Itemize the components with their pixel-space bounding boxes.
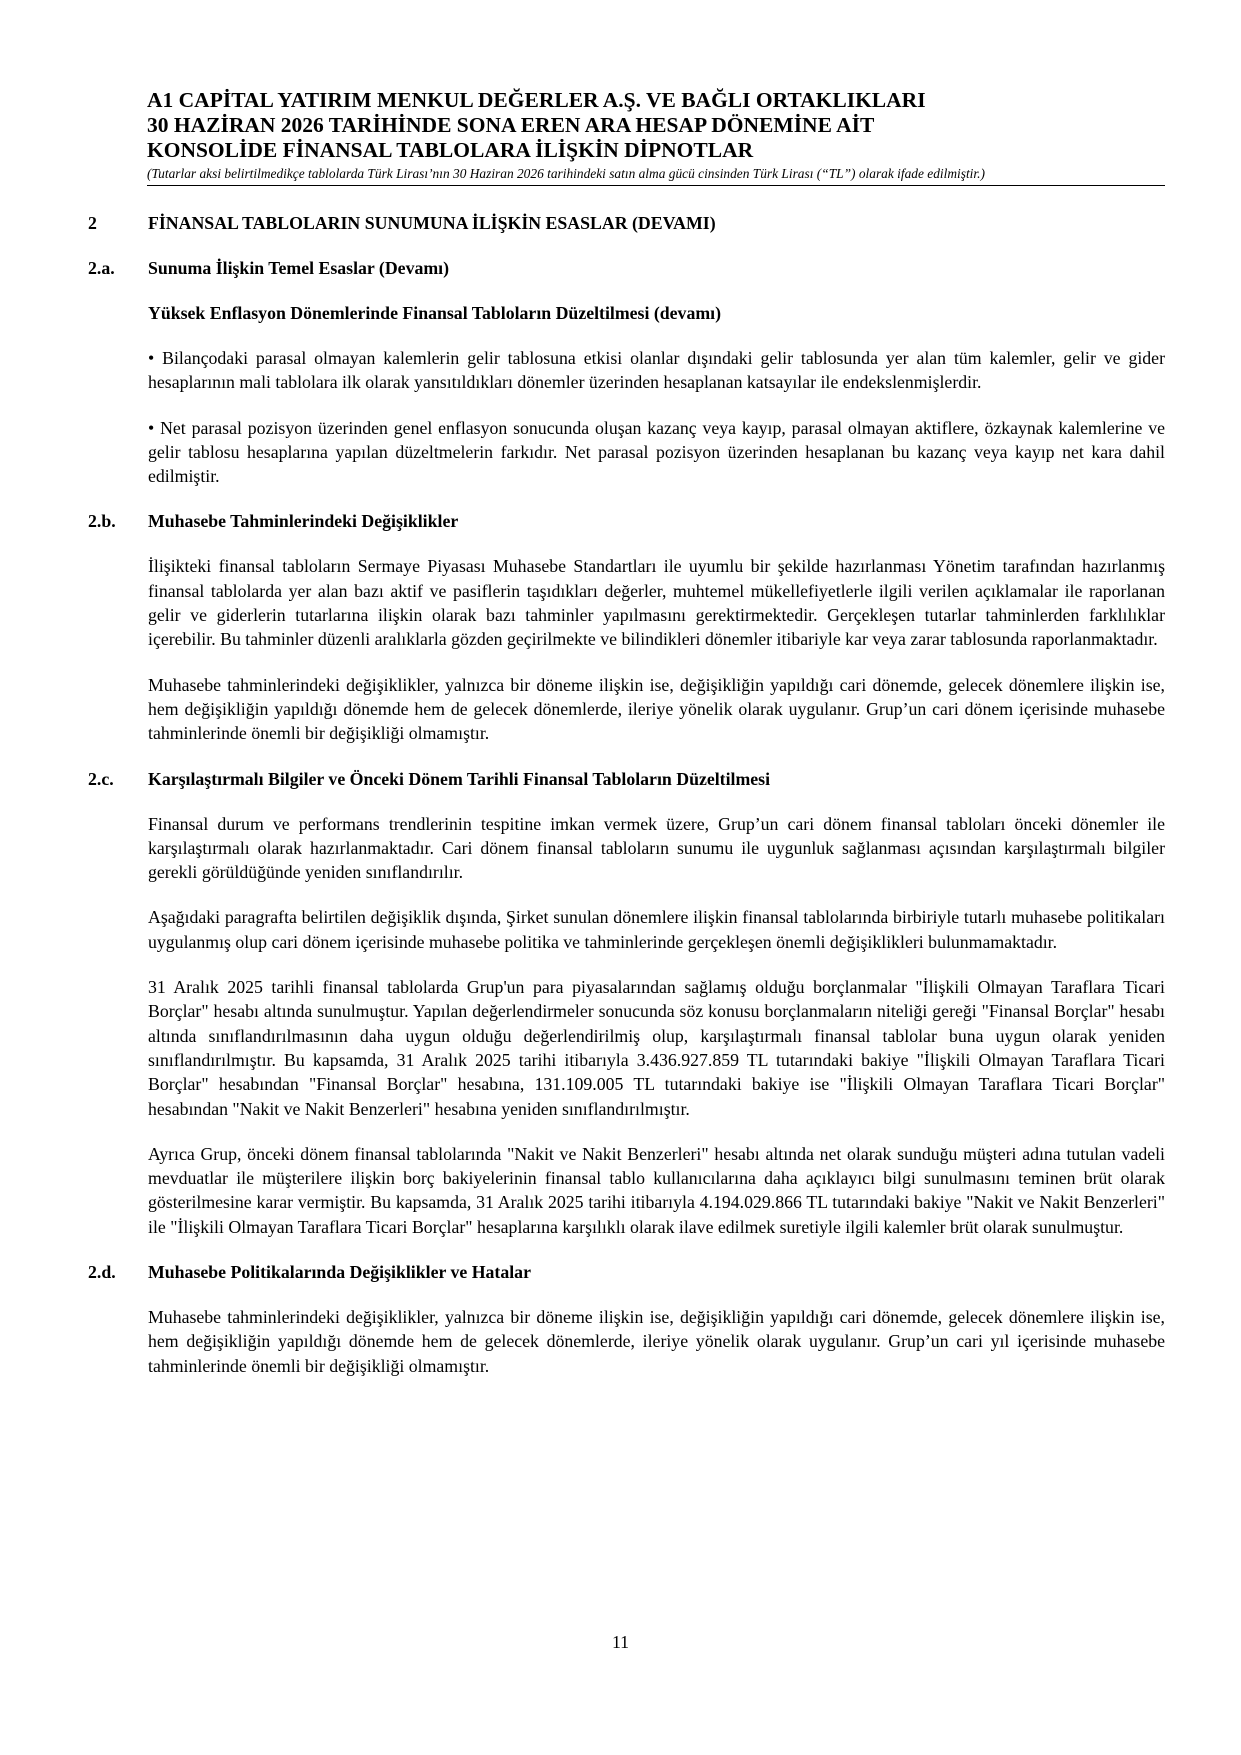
subsection-b-paragraph-2: Muhasebe tahminlerindeki değişiklikler, yalnızca bir döneme ilişkin ise, değişikliğin yapıldığı cari dönemde, gelecek dönemlere ilişkin ise, hem değişikliğin yapıldığı dönemde hem de gelecek dönemlerde, ileriye yönelik olarak uygulanır. Grup’un cari dönem içerisinde muhasebe tahminlerinde önemli bir değişikliği olmamıştır. bbox=[148, 674, 1165, 744]
page-header bbox=[147, 88, 1165, 186]
subsection-c-paragraph-4: Ayrıca Grup, önceki dönem finansal tablolarında "Nakit ve Nakit Benzerleri" hesabı altında net olarak sunduğu müşteri adına tutulan vadeli mevduatlar ile müşterilere ilişkin borç bakiyelerinin finansal tablo kullanıcılarına daha açıklayıcı bilgi sunulmasını teminen brüt olarak gösterilmesine karar vermiştir. Bu kapsamda, 31 Aralık 2025 tarihi itibarıyla 4.194.029.866 TL tutarındaki bakiye "Nakit ve Nakit Benzerleri" ile "İlişkili Olmayan Taraflara Ticari Borçlar" hesaplarına karşılıklı olarak ilave edilmek suretiyle ilgili kalemler brüt olarak sunulmuştur. bbox=[148, 1143, 1165, 1237]
subsection-c-title: Karşılaştırmalı Bilgiler ve Önceki Dönem Tarihli Finansal Tabloların Düzeltilmesi bbox=[148, 768, 771, 789]
header-document-title: KONSOLİDE FİNANSAL TABLOLARA İLİŞKİN DİPNOTLAR bbox=[147, 138, 754, 162]
subsection-c-paragraph-3: 31 Aralık 2025 tarihli finansal tablolarda Grup'un para piyasalarından sağlamış olduğu borçlanmalar "İlişkili Olmayan Taraflara Ticari Borçlar" hesabı altında sunulmuştur. Yapılan değerlendirmeler sonucunda söz konusu borçlanmaların niteliği gereği "Finansal Borçlar" hesabı altında sınıflandırılmasının daha uygun olduğu değerlendirilmiş olup, karşılaştırmalı finansal tablolar buna uygun olarak yeniden sınıflandırılmıştır. Bu kapsamda, 31 Aralık 2025 tarihi itibarıyla 3.436.927.859 TL tutarındaki bakiye "İlişkili Olmayan Taraflara Ticari Borçlar" hesabından "Finansal Borçlar" hesabına, 131.109.005 TL tutarındaki bakiye ise "İlişkili Olmayan Taraflara Ticari Borçlar" hesabından "Nakit ve Nakit Benzerleri" hesabına yeniden sınıflandırılmıştır. bbox=[148, 977, 1165, 1119]
subsection-b-paragraph-1: İlişikteki finansal tabloların Sermaye Piyasası Muhasebe Standartları ile uyumlu bir şekilde hazırlanması Yönetim tarafından hazırlanmış finansal tablolarda yer alan bazı aktif ve pasiflerin taşıdıkları değerler, muhtemel mükellefiyetlerle ilgili verilen açıklamalar ile raporlanan gelir ve giderlerin tutarlarına ilişkin olarak bazı tahminler yapılmasını gerektirmektedir. Gerçekleşen tutarlar tahminlerden farklılıklar içerebilir. Bu tahminler düzenli aralıklarla gözden geçirilmekte ve bilindikleri dönemler itibariyle kar veya zarar tablosunda raporlanmaktadır. bbox=[148, 556, 1165, 650]
subsection-c-number: 2.c. bbox=[88, 768, 114, 789]
subsection-a-number: 2.a. bbox=[88, 258, 115, 278]
section-title: FİNANSAL TABLOLARIN SUNUMUNA İLİŞKİN ESASLAR (DEVAMI) bbox=[148, 213, 716, 233]
header-currency-note: (Tutarlar aksi belirtilmedikçe tablolarda Türk Lirası’nın 30 Haziran 2026 tarihindeki satın alma gücü cinsinden Türk Lirası (“TL”) olarak ifade edilmiştir.) bbox=[147, 166, 985, 181]
header-company-name: A1 CAPİTAL YATIRIM MENKUL DEĞERLER A.Ş. VE BAĞLI ORTAKLIKLARI bbox=[147, 88, 926, 112]
subsection-c-paragraph-2: Aşağıdaki paragrafta belirtilen değişiklik dışında, Şirket sunulan dönemlere ilişkin finansal tablolarında birbiriyle tutarlı muhasebe politikaları uygulanmış olup cari dönem içerisinde muhasebe politika ve tahminlerinde gerçekleşen önemli değişiklikleri bulunmamaktadır. bbox=[148, 907, 1165, 952]
subsection-a-paragraph-2: • Net parasal pozisyon üzerinden genel enflasyon sonucunda oluşan kazanç veya kayıp, parasal olmayan aktiflere, özkaynak kalemlerine ve gelir tablosu hesaplarına yapılan düzeltmelerin farkıdır. Net parasal pozisyon üzerinden hesaplanan bu kazanç veya kayıp net kara dahil edilmiştir. bbox=[148, 417, 1165, 487]
section-number: 2 bbox=[88, 213, 97, 233]
subsection-c-heading bbox=[88, 767, 1165, 791]
section-heading bbox=[88, 211, 1165, 235]
subsection-d-number: 2.d. bbox=[88, 1262, 116, 1283]
subsection-d-title: Muhasebe Politikalarında Değişiklikler ve Hatalar bbox=[148, 1262, 531, 1283]
subsection-a-heading bbox=[88, 256, 1165, 280]
header-period: 30 HAZİRAN 2026 TARİHİNDE SONA EREN ARA HESAP DÖNEMİNE AİT bbox=[147, 113, 875, 137]
subsection-d-paragraph-1: Muhasebe tahminlerindeki değişiklikler, yalnızca bir döneme ilişkin ise, değişikliğin yapıldığı cari dönemde, gelecek dönemlere ilişkin ise, hem değişikliğin yapıldığı dönemde hem de gelecek dönemlerde, ileriye yönelik olarak uygulanır. Grup’un cari yıl içerisinde muhasebe tahminlerinde önemli bir değişikliği olmamıştır. bbox=[148, 1307, 1165, 1376]
subsection-a-title: Sunuma İlişkin Temel Esaslar (Devamı) bbox=[148, 258, 450, 278]
page-content bbox=[88, 211, 1165, 1378]
subsection-b-heading bbox=[88, 509, 1165, 533]
subsection-d-heading bbox=[88, 1260, 1165, 1284]
subsection-b-number: 2.b. bbox=[88, 511, 116, 532]
subsection-b-title: Muhasebe Tahminlerindeki Değişiklikler bbox=[148, 511, 459, 532]
subsection-a-paragraph-1: • Bilançodaki parasal olmayan kalemlerin gelir tablosuna etkisi olanlar dışındaki gelir tablosunda yer alan tüm kalemler, gelir ve gider hesaplarının mali tablolara ilk olarak yansıtıldıkları dönemler üzerinden hesaplanan katsayılar ile endekslenmişlerdir. bbox=[148, 348, 1165, 393]
subsection-c-paragraph-1: Finansal durum ve performans trendlerinin tespitine imkan vermek üzere, Grup’un cari dönem finansal tabloları önceki dönemler ile karşılaştırmalı olarak hazırlanmaktadır. Cari dönem finansal tabloların sunumu ile uygunluk sağlanması açısından karşılaştırmalı bilgiler gerekli görüldüğünde yeniden sınıflandırılır. bbox=[148, 813, 1165, 883]
subsection-a-subheading: Yüksek Enflasyon Dönemlerinde Finansal Tabloların Düzeltilmesi (devamı) bbox=[148, 303, 722, 323]
page-number: 11 bbox=[611, 1632, 630, 1652]
